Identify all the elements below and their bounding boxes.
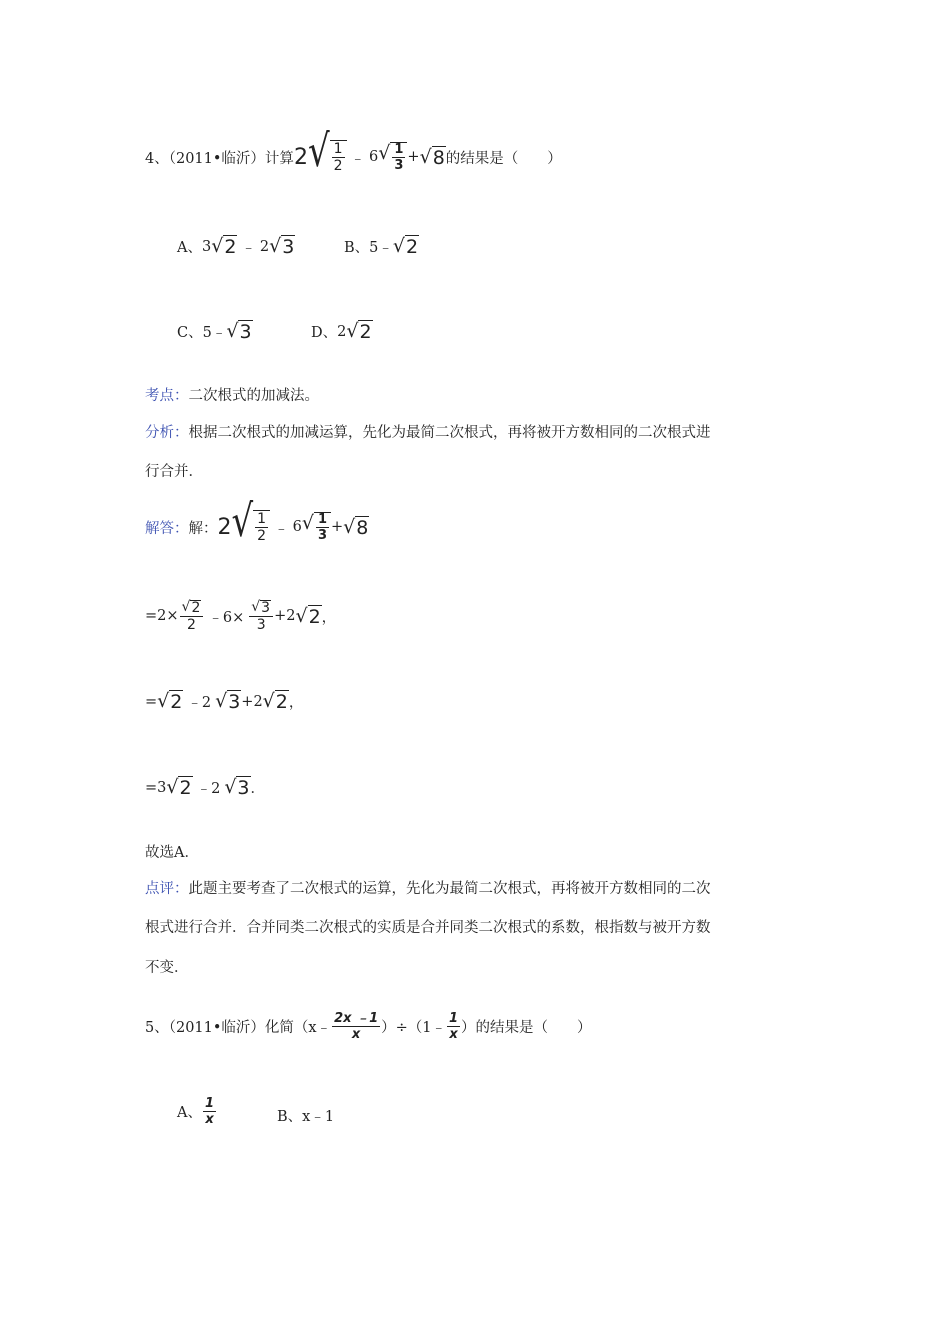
q4-option-c: C、 5﹣ √ 3 [177,320,252,343]
q5-stem: 5、（2011•临沂）化简（x﹣ $\frac{2x ﹣1}{x}$ ）÷（1﹣ $\frac{1}{x}$ ）的结果是（ ） [145,1011,592,1042]
guxuan: 故选A． [145,845,199,861]
solution-step3: =3 √ 2 ﹣2 √ 3 ． [145,776,266,799]
jieda-label: 解答： [145,520,189,537]
dianping-line2: 根式进行合并．合并同类二次根式的实质是合并同类二次根式的系数，根指数与被开方数 [145,920,711,936]
dianping-line1: 点评： 此题主要考查了二次根式的运算，先化为最简二次根式，再将被开方数相同的二次 [145,877,711,898]
q4-stem [145,125,562,178]
solution-step2: = √ 2 ﹣2 √ 3 +2 √ 2 ， [145,690,304,713]
q5-option-a: A、 $\frac{1}{x}$ [177,1096,215,1127]
dianping-line3: 不变． [145,960,189,976]
expr-radical2: √ $\frac{1}{3}$ [378,142,407,172]
q5-option-b: B、x﹣1 [277,1109,335,1125]
expr-radical3: √ 8 [419,145,445,169]
expr-coef2: 6 [369,149,379,165]
expr-radical1: √ $\frac{1}{2}$ [308,140,347,174]
jieda: 解答： 解： 2 √ $\frac{1}{2}$ ﹣ 6 √ $\frac{1}{3}$ + √ 8 [145,495,369,548]
kaodian: 考点： 二次根式的加减法。 [145,384,319,405]
q5-frac2: $\frac{1}{x}$ [449,1011,459,1042]
fenxi-line1: 分析： 根据二次根式的加减运算，先化为最简二次根式，再将被开方数相同的二次根式进 [145,421,711,442]
q4-option-d: D、 2 √ 2 [311,320,372,343]
q4-option-a: A、 3 √ 2 ﹣ 2 √ 3 [177,235,295,258]
q5-frac1: $\frac{2x ﹣1}{x}$ [334,1011,379,1042]
q4-option-b: B、 5﹣ √ 2 [344,235,419,258]
solution-step1: =2× √ 2 2 ﹣6× √ 3 3 +2 √ 2 ， [145,599,337,633]
expr-coef1: 2 [293,144,308,170]
q4-suffix: 的结果是（ ） [445,150,562,167]
expr-frac1: $\frac{1}{2}$ [333,141,343,174]
q4-prefix: 4、（2011•临沂）计算 [145,150,294,167]
fenxi-label: 分析： [145,425,189,441]
expr-minus: ﹣ [350,150,366,167]
expr-plus: + [407,149,420,165]
kaodian-label: 考点： [145,388,189,404]
fenxi-line2: 行合并． [145,464,203,480]
dianping-label: 点评： [145,881,189,897]
